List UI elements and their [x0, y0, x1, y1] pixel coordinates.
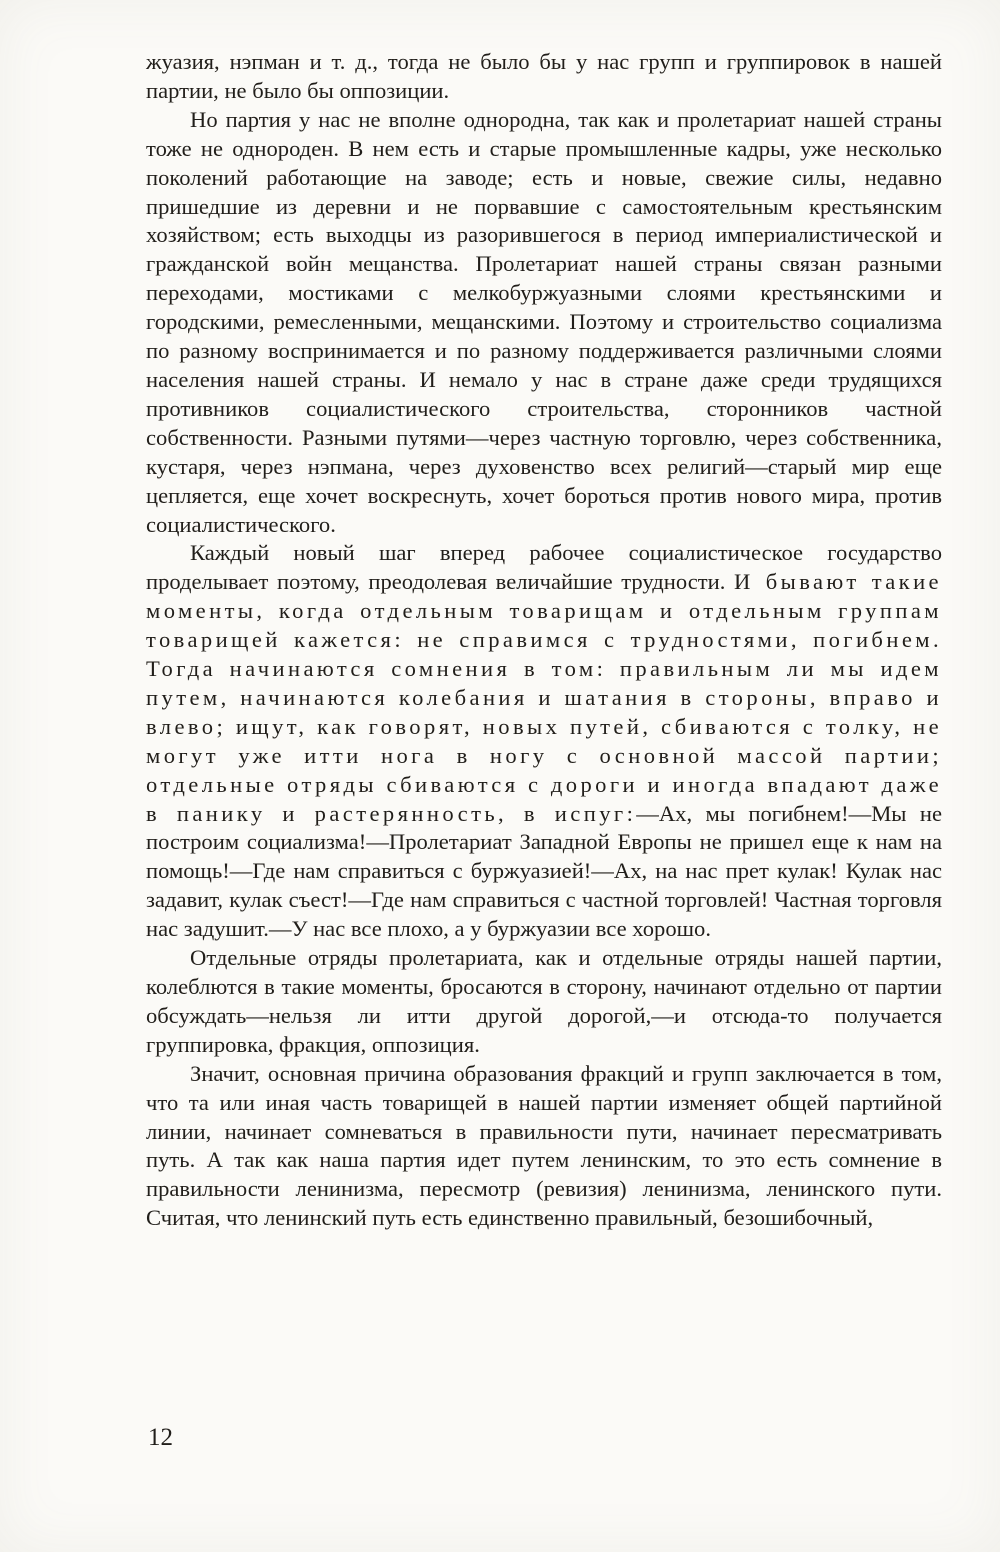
paragraph: [146, 48, 942, 106]
text-run: Отдельные отряды пролетариата, как и отдельные отряды нашей партии, колеблются в такие моменты, бросаются в сторону, начинают отдельно от партии обсуждать—нельзя ли итти другой дорогой,—и отсюда-то получается группировка, фракция, оппозиция.: [146, 945, 942, 1057]
page-number: 12: [148, 1424, 173, 1451]
emphasized-text-run: И бывают такие моменты, когда отдельным товарищам и отдельным группам товарищей кажется: не справимся с трудностями, погибнем. Тогда начинаются сомнения в том: правильным ли мы идем путем, начинаются колебания и шатания в стороны, вправо и влево; ищут, как говорят, новых путей, сбиваются с толку, не могут уже итти нога в ногу с основной массой партии; отдельные отряды сбиваются с дороги и иногда впадают даже в панику и растерянность, в испуг:: [146, 569, 942, 826]
text-run: Но партия у нас не вполне однородна, так как и пролетариат нашей страны тоже не однороден. В нем есть и старые промышленные кадры, уже несколько поколений работающие на заводе; есть и новые, свежие силы, недавно пришедшие из деревни и не порвавшие с самостоятельным крестьянским хозяйством; есть выходцы из разорившегося в период империалистической и гражданской войн мещанства. Пролетариат нашей страны связан разными переходами, мостиками с мелкобуржуазными слоями крестьянскими и городскими, ремесленными, мещанскими. Поэтому и строительство социализма по разному воспринимается и по разному поддерживается различными слоями населения нашей страны. И немало у нас в стране даже среди трудящихся противников социалистического строительства, сторонников частной собственности. Разными путями—через частную торговлю, через собственника, кустаря, через нэпмана, через духовенство всех религий—старый мир еще цепляется, еще хочет воскреснуть, хочет бороться против нового мира, против социалистического.: [146, 106, 942, 537]
paragraph: [146, 106, 942, 540]
paragraph: [146, 1060, 942, 1233]
text-block: [146, 48, 942, 1233]
text-run: Каждый новый шаг вперед рабочее социалистическое государство проделывает поэтому, преодолевая величайшие трудности.: [146, 540, 942, 595]
text-run: Значит, основная причина образования фракций и групп заключается в том, что та или иная часть товарищей в нашей партии изменяет общей партийной линии, начинает сомневаться в правильности пути, начинает пересматривать путь. А так как наша партия идет путем ленинским, то это есть сомнение в правильности ленинизма, пересмотр (ревизия) ленинизма, ленинского пути. Считая, что ленинский путь есть единственно правильный, безошибочный,: [146, 1060, 942, 1231]
text-run: жуазия, нэпман и т. д., тогда не было бы у нас групп и группировок в нашей партии, не было бы оппозиции.: [146, 49, 942, 103]
paragraph: [146, 944, 942, 1060]
text-run: —Ах, мы погибнем!—Мы не построим социализма!—Пролетариат Западной Европы не пришел еще к нам на помощь!—Где нам справиться с буржуазией!—Ах, на нас прет кулак! Кулак нас задавит, кулак съест!—Где нам справиться с частной торговлей! Частная торговля нас задушит.—У нас все плохо, а у буржуазии все хорошо.: [146, 800, 942, 942]
paragraph: [146, 539, 942, 944]
